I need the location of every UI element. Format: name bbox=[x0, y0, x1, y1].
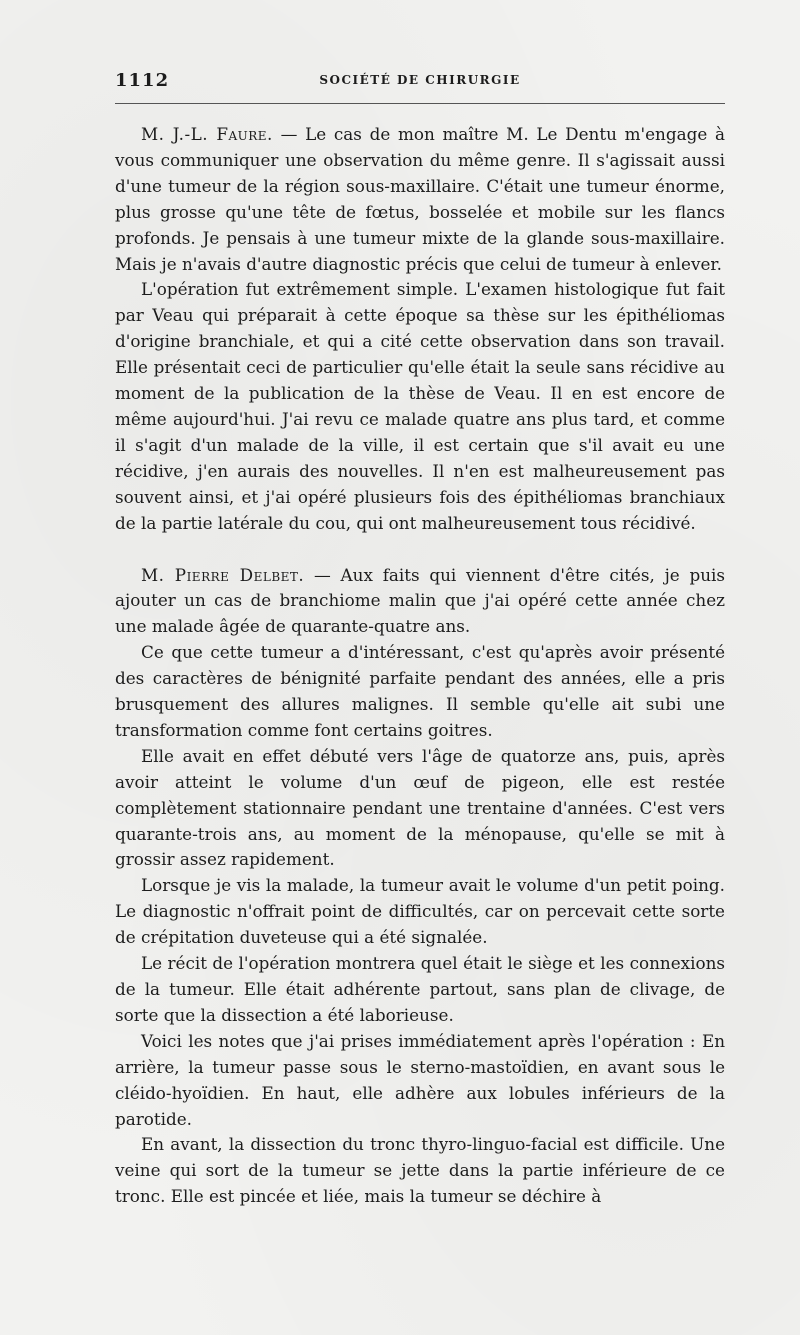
running-head bbox=[115, 70, 725, 92]
section-gap bbox=[115, 537, 725, 563]
delbet-paragraph-5: Le récit de l'opération montrera quel était le siège et les connexions de la tumeur. Elle était adhérente partout, sans plan de clivage, de sorte que la dissection a été laborieuse. bbox=[115, 953, 725, 1025]
faure-text-1: Le cas de mon maître M. Le Dentu m'engage à vous communiquer une observation du même genre. Il s'agissait aussi d'une tumeur de la région sous-maxillaire. C'était une tumeur énorme, plus grosse qu'une tête de fœtus, bosselée et mobile sur les flancs profonds. Je pensais à une tumeur mixte de la glande sous-maxillaire. Mais je n'avais d'autre diagnostic précis que celui de tumeur à enlever. bbox=[115, 124, 725, 274]
speaker-dash: — bbox=[304, 564, 341, 585]
speaker-dash: — bbox=[272, 124, 306, 144]
header-rule bbox=[115, 103, 725, 104]
delbet-paragraph-2: Ce que cette tumeur a d'intéressant, c'est qu'après avoir présenté des caractères de bénignité parfaite pendant des années, elle a pris brusquement des allures malignes. Il semble qu'elle ait subi une transformation comme font certains goitres. bbox=[115, 642, 725, 740]
delbet-text-1: Aux faits qui viennent d'être cités, je puis ajouter un cas de branchiome malin que j'ai opéré cette année chez une malade âgée de quarante-quatre ans. bbox=[115, 564, 725, 637]
speaker-delbet: M. Pierre Delbet. bbox=[141, 564, 305, 585]
faure-paragraph-1 bbox=[115, 122, 725, 277]
delbet-paragraph-4: Lorsque je vis la malade, la tumeur avait le volume d'un petit poing. Le diagnostic n'offrait point de difficultés, car on percevait cette sorte de crépitation duveteuse qui a été signalée. bbox=[115, 875, 725, 948]
delbet-paragraph-1 bbox=[115, 563, 725, 641]
delbet-paragraph-7: En avant, la dissection du tronc thyro-linguo-facial est difficile. Une veine qui sort de la tumeur se jette dans la partie inférieure de ce tronc. Elle est pincée et liée, mais la tumeur se déchire à bbox=[115, 1134, 725, 1207]
journal-title: SOCIÉTÉ DE CHIRURGIE bbox=[319, 73, 521, 87]
delbet-paragraph-3: Elle avait en effet débuté vers l'âge de quatorze ans, puis, après avoir atteint le volume d'un œuf de pigeon, elle est restée complètement stationnaire pendant une trentaine d'années. C'est vers quarante-trois ans, au moment de la ménopause, qu'elle se mit à grossir assez rapidement. bbox=[115, 745, 725, 870]
faure-paragraph-2: L'opération fut extrêmement simple. L'examen histologique fut fait par Veau qui préparait à cette époque sa thèse sur les épithéliomas d'origine branchiale, et qui a cité cette observation dans son travail. Elle présentait ceci de particulier qu'elle était la seule sans récidive au moment de la publication de la thèse de Veau. Il en est encore de même aujourd'hui. J'ai revu ce malade quatre ans plus tard, et comme il s'agit d'un malade de la ville, il est certain que s'il avait eu une récidive, j'en aurais des nouvelles. Il n'en est malheureusement pas souvent ainsi, et j'ai opéré plusieurs fois des épithéliomas branchiaux de la partie latérale du cou, qui ont malheureusement tous récidivé. bbox=[115, 279, 725, 533]
article-body bbox=[115, 122, 725, 1210]
speaker-faure: M. J.-L. Faure. bbox=[141, 124, 273, 144]
delbet-paragraph-6: Voici les notes que j'ai prises immédiatement après l'opération : En arrière, la tumeur passe sous le sterno-mastoïdien, en avant sous le cléido-hyoïdien. En haut, elle adhère aux lobules inférieurs de la parotide. bbox=[115, 1030, 725, 1129]
page-number: 1112 bbox=[115, 70, 170, 91]
